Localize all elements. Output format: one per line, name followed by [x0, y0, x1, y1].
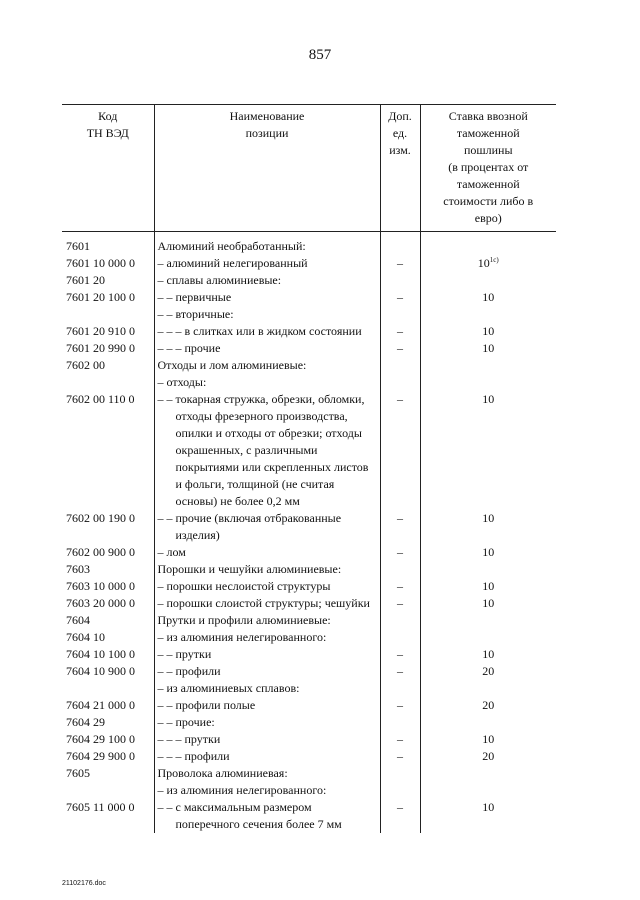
row-code: 7605 11 000 0 — [66, 800, 135, 814]
tariff-table — [62, 104, 556, 833]
row-unit — [380, 561, 420, 578]
row-unit: – — [380, 510, 420, 544]
row-code: 7602 00 190 0 — [66, 511, 135, 525]
row-code: 7601 20 990 0 — [66, 341, 135, 355]
row-name-text: Алюминий необработанный: — [157, 239, 306, 253]
row-unit — [380, 374, 420, 391]
row-rate — [420, 374, 556, 391]
row-name-text: – – прочие (включая отбракованные изделия) — [157, 511, 342, 542]
row-name-text: – – прочие: — [157, 715, 215, 729]
row-name — [154, 782, 380, 799]
row-rate — [420, 782, 556, 799]
table-row — [62, 680, 556, 697]
table-row — [62, 561, 556, 578]
row-rate-value: 10 — [482, 647, 495, 661]
row-rate — [420, 612, 556, 629]
row-name — [154, 595, 380, 612]
row-rate-value: 10 — [482, 596, 495, 610]
row-unit: – — [380, 289, 420, 306]
row-rate-value: 10 — [482, 341, 495, 355]
table-row — [62, 232, 556, 256]
table-row — [62, 748, 556, 765]
row-rate-value: 10 — [477, 256, 490, 270]
row-name-text: – из алюминия нелегированного: — [157, 783, 327, 797]
row-code: 7604 — [66, 613, 90, 627]
row-name-text: – – – прутки — [157, 732, 221, 746]
table-row — [62, 544, 556, 561]
row-unit: – — [380, 340, 420, 357]
row-unit: – — [380, 323, 420, 340]
row-rate-value: 20 — [482, 749, 495, 763]
row-code: 7604 29 900 0 — [66, 749, 135, 763]
row-name-text: – – профили — [157, 664, 221, 678]
header-code — [62, 105, 154, 232]
table-row — [62, 799, 556, 833]
row-rate — [420, 255, 556, 272]
row-name — [154, 391, 380, 510]
row-unit — [380, 232, 420, 256]
row-unit: – — [380, 663, 420, 680]
row-rate — [420, 289, 556, 306]
row-name-text: Прутки и профили алюминиевые: — [157, 613, 331, 627]
row-unit: – — [380, 255, 420, 272]
row-rate — [420, 232, 556, 256]
table-row — [62, 357, 556, 374]
table-row — [62, 323, 556, 340]
row-unit: – — [380, 697, 420, 714]
row-name — [154, 578, 380, 595]
row-code: 7604 10 — [66, 630, 105, 644]
table-row — [62, 578, 556, 595]
row-code: 7602 00 — [66, 358, 105, 372]
table-row — [62, 697, 556, 714]
table-row — [62, 612, 556, 629]
row-name — [154, 357, 380, 374]
table-row — [62, 731, 556, 748]
row-code — [62, 680, 154, 697]
row-name — [154, 748, 380, 765]
row-name-text: – лом — [157, 545, 186, 559]
row-name — [154, 731, 380, 748]
row-name-text: – порошки слоистой структуры; чешуйки — [157, 596, 370, 610]
row-unit — [380, 357, 420, 374]
row-name — [154, 255, 380, 272]
row-unit — [380, 765, 420, 782]
row-code: 7603 20 000 0 — [66, 596, 135, 610]
row-unit — [380, 714, 420, 731]
row-unit: – — [380, 595, 420, 612]
row-code: 7604 10 100 0 — [66, 647, 135, 661]
row-unit: – — [380, 391, 420, 510]
row-unit — [380, 612, 420, 629]
row-name-text: Порошки и чешуйки алюминиевые: — [157, 562, 342, 576]
table-header-row — [62, 105, 556, 232]
row-rate-value: 10 — [482, 392, 495, 406]
row-rate — [420, 578, 556, 595]
row-rate — [420, 697, 556, 714]
row-name-text: – – прутки — [157, 647, 212, 661]
row-rate-value: 10 — [482, 545, 495, 559]
row-unit — [380, 272, 420, 289]
row-rate-value: 20 — [482, 664, 495, 678]
row-code: 7601 — [66, 239, 90, 253]
row-code — [62, 374, 154, 391]
row-code: 7601 10 000 0 — [66, 256, 135, 270]
row-name-text: – из алюминиевых сплавов: — [157, 681, 300, 695]
row-name — [154, 714, 380, 731]
table-row — [62, 629, 556, 646]
row-rate-value: 10 — [482, 579, 495, 593]
row-name — [154, 561, 380, 578]
row-rate — [420, 799, 556, 833]
row-name-text: – – профили полые — [157, 698, 256, 712]
table-row — [62, 595, 556, 612]
row-name — [154, 510, 380, 544]
row-rate — [420, 272, 556, 289]
table-row — [62, 340, 556, 357]
row-name-text: – алюминий нелегированный — [157, 256, 308, 270]
row-name — [154, 612, 380, 629]
table-row — [62, 510, 556, 544]
row-code: 7601 20 100 0 — [66, 290, 135, 304]
row-rate — [420, 629, 556, 646]
row-code: 7604 21 000 0 — [66, 698, 135, 712]
table-row — [62, 255, 556, 272]
table-row — [62, 782, 556, 799]
row-name — [154, 272, 380, 289]
row-unit — [380, 306, 420, 323]
row-code: 7603 — [66, 562, 90, 576]
row-code: 7603 10 000 0 — [66, 579, 135, 593]
row-unit — [380, 782, 420, 799]
row-unit: – — [380, 544, 420, 561]
row-name-text: – сплавы алюминиевые: — [157, 273, 282, 287]
row-name — [154, 232, 380, 256]
row-rate — [420, 391, 556, 510]
row-rate — [420, 323, 556, 340]
row-rate — [420, 544, 556, 561]
row-code — [62, 306, 154, 323]
table-row — [62, 391, 556, 510]
row-rate — [420, 748, 556, 765]
row-name-text: Отходы и лом алюминиевые: — [157, 358, 307, 372]
row-name-text: – отходы: — [157, 375, 207, 389]
row-rate-value: 20 — [482, 698, 495, 712]
row-unit: – — [380, 578, 420, 595]
row-name — [154, 544, 380, 561]
row-name — [154, 374, 380, 391]
row-unit: – — [380, 731, 420, 748]
row-name — [154, 765, 380, 782]
row-name-text: Проволока алюминиевая: — [157, 766, 288, 780]
header-rate — [420, 105, 556, 232]
row-code: 7604 29 100 0 — [66, 732, 135, 746]
row-name — [154, 697, 380, 714]
row-unit: – — [380, 799, 420, 833]
header-code-text: Код ТН ВЭД — [86, 109, 129, 140]
row-name-text: – – – в слитках или в жидком состоянии — [157, 324, 362, 338]
row-name — [154, 646, 380, 663]
row-name — [154, 629, 380, 646]
row-name-text: – – с максимальным размером поперечного сечения более 7 мм — [157, 800, 342, 831]
row-name — [154, 799, 380, 833]
row-name — [154, 306, 380, 323]
table-row — [62, 272, 556, 289]
header-name — [154, 105, 380, 232]
table-row — [62, 663, 556, 680]
row-rate-value: 10 — [482, 290, 495, 304]
header-name-text: Наименование позиции — [229, 109, 305, 140]
row-rate-value: 10 — [482, 800, 495, 814]
row-rate — [420, 340, 556, 357]
row-unit — [380, 680, 420, 697]
header-unit — [380, 105, 420, 232]
row-rate — [420, 510, 556, 544]
row-rate — [420, 357, 556, 374]
row-rate-value: 10 — [482, 732, 495, 746]
row-code: 7602 00 900 0 — [66, 545, 135, 559]
row-name-text: – – – профили — [157, 749, 230, 763]
header-rate-text: Ставка ввозной таможенной пошлины (в процентах от таможенной стоимости либо в евро) — [443, 109, 534, 225]
header-unit-text: Доп. ед. изм. — [388, 109, 412, 157]
row-name — [154, 289, 380, 306]
row-name — [154, 680, 380, 697]
table-row — [62, 646, 556, 663]
table-row — [62, 374, 556, 391]
row-name-text: – – токарная стружка, обрезки, обломки, отходы фрезерного производства, опилки и отходы от обрезки; отходы окрашенных, с различными покрытиями или скрепленных листов и фольги, толщиной (не считая основы) не более 0,2 мм — [157, 392, 369, 508]
table-body — [62, 232, 556, 834]
row-name-text: – – первичные — [157, 290, 232, 304]
row-rate — [420, 561, 556, 578]
row-name-text: – порошки неслоистой структуры — [157, 579, 331, 593]
row-unit: – — [380, 748, 420, 765]
page-number: 857 — [308, 47, 332, 63]
row-code: 7604 29 — [66, 715, 105, 729]
row-unit — [380, 629, 420, 646]
row-code: 7604 10 900 0 — [66, 664, 135, 678]
row-rate — [420, 306, 556, 323]
row-rate — [420, 595, 556, 612]
row-name-text: – – – прочие — [157, 341, 221, 355]
row-rate — [420, 680, 556, 697]
row-name — [154, 663, 380, 680]
row-name — [154, 340, 380, 357]
row-code: 7601 20 — [66, 273, 105, 287]
table-row — [62, 306, 556, 323]
row-rate-value: 10 — [482, 511, 495, 525]
row-name-text: – из алюминия нелегированного: — [157, 630, 327, 644]
row-rate — [420, 646, 556, 663]
row-name — [154, 323, 380, 340]
row-name-text: – – вторичные: — [157, 307, 234, 321]
row-rate-note: 1c) — [489, 256, 499, 264]
file-name: 21102176.doc — [62, 880, 106, 887]
row-code: 7601 20 910 0 — [66, 324, 135, 338]
row-rate — [420, 731, 556, 748]
row-rate — [420, 765, 556, 782]
row-code — [62, 782, 154, 799]
row-rate-value: 10 — [482, 324, 495, 338]
table-row — [62, 765, 556, 782]
table-row — [62, 714, 556, 731]
row-rate — [420, 663, 556, 680]
table-row — [62, 289, 556, 306]
row-unit: – — [380, 646, 420, 663]
row-code: 7602 00 110 0 — [66, 392, 135, 406]
row-code: 7605 — [66, 766, 90, 780]
row-rate — [420, 714, 556, 731]
